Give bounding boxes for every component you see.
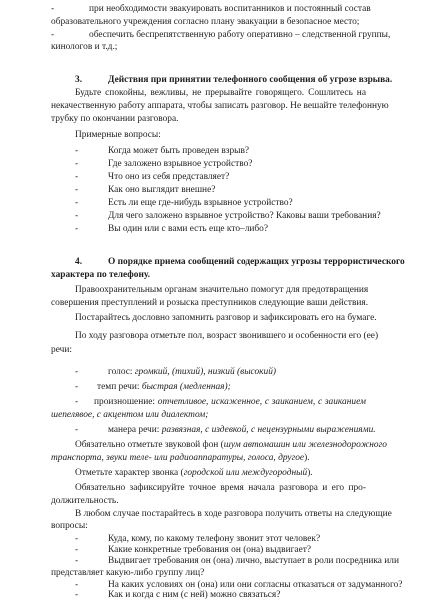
call-type-plain: Отметьте характер звонка ( [75, 468, 184, 478]
manner-label: манера речи: [108, 425, 160, 435]
background-italic-2: транспорта, звуки теле- или радиоаппаратуры, голоса, другое [51, 453, 305, 463]
background-italic: шум автомашин или железнодорожного [223, 440, 387, 450]
dash: - [75, 159, 79, 169]
caller-question: Какие конкретные требования он (она) выдвигает? [108, 545, 312, 555]
question-item: Как оно выглядит внешне? [108, 185, 216, 195]
pronunciation-value: отчетливое, искаженное, с заиканием, с заиканием [157, 397, 366, 407]
section-4-p2: Постарайтесь дословно запомнить разговор и зафиксировать его на бумаге. [75, 313, 377, 323]
dash: - [75, 590, 79, 600]
dash: - [75, 397, 79, 407]
any-case-line-1: В любом случае постарайтесь в ходе разговора получить ответы на следующие [75, 509, 392, 519]
call-type-end: ). [307, 468, 313, 478]
dash: - [75, 198, 79, 208]
dash: - [75, 534, 79, 544]
section-3-para-line-3: трубку по окончании разговора. [51, 114, 179, 124]
background-end: ). [304, 453, 310, 463]
voice-line [108, 367, 424, 378]
call-type-italic: городской или междугородный [183, 468, 308, 478]
caller-question: Выдвигает требования он (она) лично, выступает в роли посредника или [108, 556, 399, 566]
caller-question: Куда, кому, по какому телефону звонит этот человек? [108, 534, 321, 544]
question-item: Есть ли еще где-нибудь взрывное устройство? [108, 198, 293, 208]
intro-item-1-line-2: образовательного учреждения согласно плану эвакуации в безопасное место; [51, 17, 360, 27]
section-3-number: 3. [75, 75, 83, 85]
questions-label: Примерные вопросы: [75, 130, 161, 140]
background-line-2 [51, 453, 424, 464]
dash: - [75, 185, 79, 195]
section-4-p3-line-1: По ходу разговора отметьте пол, возраст звонившего и особенности его (ее) [75, 331, 379, 341]
tempo-value: быстрая (медленная); [141, 382, 231, 392]
dash: - [75, 556, 79, 566]
call-type-line [75, 468, 424, 479]
question-item: Для чего заложено взрывное устройство? Каковы ваши требования? [108, 211, 381, 221]
voice-label: голос: [108, 367, 133, 377]
tempo-label: темп речи: [97, 382, 140, 392]
question-item: Вы один или с вами есть еще кто–либо? [108, 224, 269, 234]
section-3-para-line-1: Будьте спокойны, вежливы, не прерывайте говорящего. Сошлитесь на [75, 88, 366, 98]
question-item: Где заложено взрывное устройство? [108, 159, 253, 169]
dash: - [51, 4, 55, 14]
background-line-1 [75, 440, 424, 451]
background-plain: Обязательно отметьте звуковой фон ( [75, 440, 224, 450]
dash: - [75, 545, 79, 555]
dash: - [75, 580, 79, 590]
dash: - [75, 382, 79, 392]
intro-item-2-line-2: кинологов и т.д.; [51, 42, 118, 52]
question-item: Когда может быть проведен взрыв? [108, 146, 250, 156]
any-case-line-2: вопросы: [51, 521, 88, 531]
tempo-line [97, 382, 424, 393]
fix-time-line-2: должительность. [51, 496, 119, 506]
intro-item-1-line-1: при необходимости эвакуировать воспитанников и постоянный состав [89, 4, 371, 14]
dash: - [51, 30, 55, 40]
section-3-title: Действия при принятии телефонного сообщения об угрозе взрыва. [108, 75, 393, 85]
fix-time-line-1: Обязательно зафиксируйте точное время начала разговора и его про- [75, 483, 366, 493]
dash: - [75, 224, 79, 234]
voice-value: громкий, (тихий), низкий (высокий) [134, 367, 277, 377]
dash: - [75, 211, 79, 221]
caller-question-cont: представляет какую-либо группу лиц? [51, 568, 205, 578]
question-item: Что оно из себя представляет? [108, 172, 230, 182]
dash: - [75, 172, 79, 182]
section-4-p1-line-1: Правоохранительным органам значительно помогут для предотвращения [75, 285, 369, 295]
section-4-p1-line-2: совершения преступлений и розыска преступников следующие ваши действия. [51, 298, 369, 308]
pronunciation-line-2: шепелявое, с акцентом или диалектом; [51, 410, 209, 420]
dash: - [75, 367, 79, 377]
intro-item-2-line-1: обеспечить беспрепятственную работу оперативно – следственной группы, [89, 30, 391, 40]
section-4-number: 4. [75, 257, 83, 267]
section-3-para-line-2: некачественную работу аппарата, чтобы записать разговор. Не вешайте телефонную [51, 101, 389, 111]
pronunciation-label: произношение: [94, 397, 155, 407]
section-4-title-line-2: характера по телефону. [51, 270, 150, 280]
manner-line [108, 425, 424, 436]
caller-question: На каких условиях он (она) или они согласны отказаться от задуманного? [108, 580, 403, 590]
pronunciation-line-1 [94, 397, 366, 408]
manner-value: развязная, с издевкой, с нецензурными выражениями. [161, 425, 376, 435]
section-4-title-line-1: О порядке приема сообщений содержащих угрозы террористического [108, 257, 405, 267]
caller-question: Как и когда с ним (с ней) можно связаться? [108, 590, 281, 600]
dash: - [75, 425, 79, 435]
section-4-p3-line-2: речи: [51, 345, 72, 355]
dash: - [75, 146, 79, 156]
